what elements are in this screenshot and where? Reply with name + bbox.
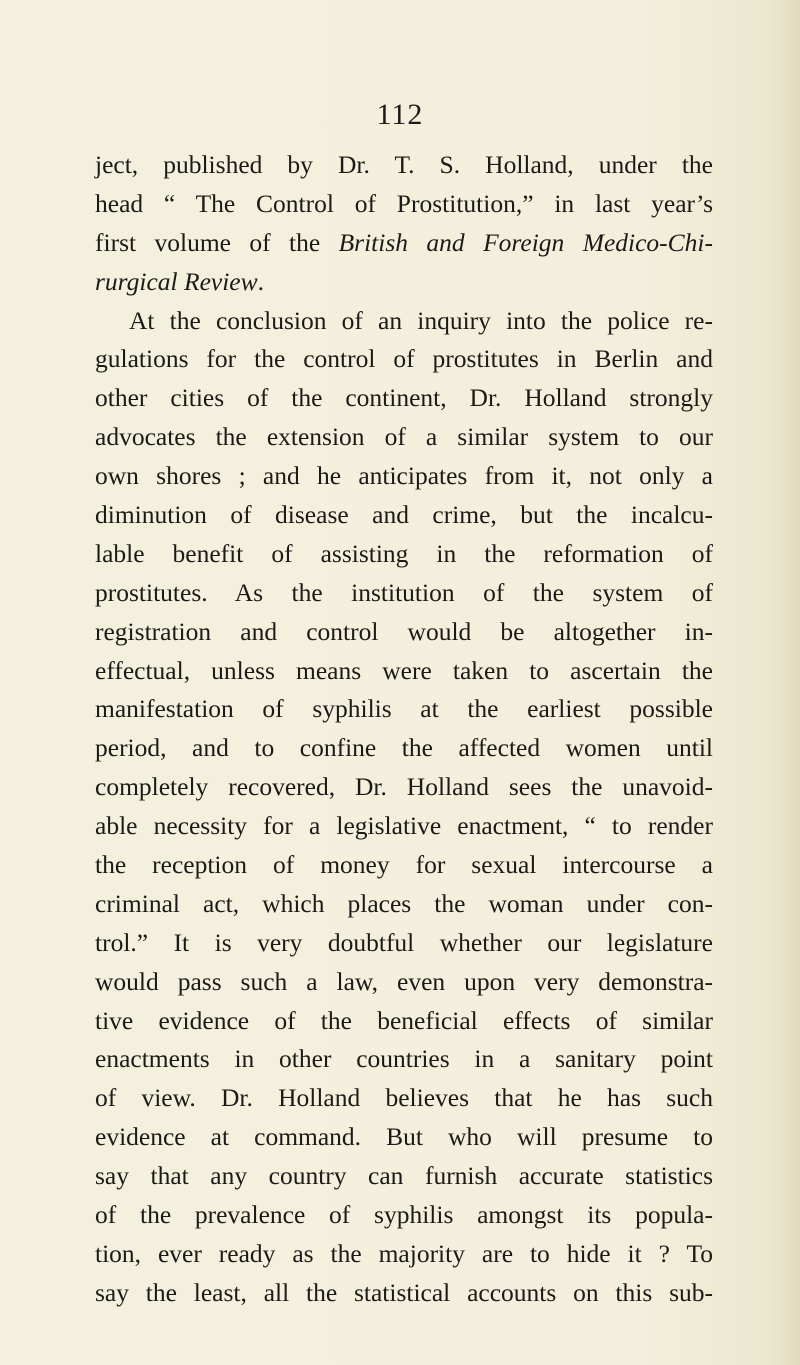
text-line bbox=[95, 1274, 713, 1313]
body-text bbox=[95, 146, 713, 1313]
text-line bbox=[95, 846, 713, 885]
text-run: say that any country can furnish accurate statistics bbox=[95, 1161, 713, 1191]
text-line bbox=[95, 379, 713, 418]
italic-text: British and Foreign Medico-Chi- bbox=[338, 227, 713, 257]
text-run: of the prevalence of syphilis amongst its popula- bbox=[95, 1200, 713, 1230]
text-run: of view. Dr. Holland believes that he has such bbox=[95, 1083, 713, 1113]
text-run: say the least, all the statistical accounts on this sub- bbox=[95, 1277, 713, 1307]
text-run: registration and control would be altogether in- bbox=[95, 616, 713, 646]
text-run: the reception of money for sexual intercourse a bbox=[95, 850, 713, 880]
text-line bbox=[95, 885, 713, 924]
text-run: enactments in other countries in a sanitary point bbox=[95, 1044, 713, 1074]
text-line bbox=[95, 185, 713, 224]
text-run: At the conclusion of an inquiry into the police re- bbox=[129, 305, 713, 335]
text-run: head “ The Control of Prostitution,” in last year’s bbox=[95, 188, 713, 218]
text-line bbox=[95, 535, 713, 574]
text-run: period, and to confine the affected women until bbox=[95, 733, 713, 763]
text-run: tion, ever ready as the majority are to hide it ? To bbox=[95, 1238, 713, 1268]
text-run: prostitutes. As the institution of the system of bbox=[95, 577, 713, 607]
text-line bbox=[95, 574, 713, 613]
text-run: trol.” It is very doubtful whether our legislature bbox=[95, 927, 713, 957]
text-run: manifestation of syphilis at the earliest possible bbox=[95, 694, 713, 724]
text-line bbox=[95, 729, 713, 768]
text-line bbox=[95, 963, 713, 1002]
page-number: 112 bbox=[376, 98, 424, 131]
text-line bbox=[95, 340, 713, 379]
text-line bbox=[95, 1002, 713, 1041]
text-run: gulations for the control of prostitutes in Berlin and bbox=[95, 344, 713, 374]
text-line bbox=[95, 924, 713, 963]
text-line bbox=[95, 768, 713, 807]
text-line bbox=[95, 690, 713, 729]
text-line bbox=[95, 146, 713, 185]
text-run: would pass such a law, even upon very demonstra- bbox=[95, 966, 713, 996]
text-line bbox=[95, 1040, 713, 1079]
text-run: criminal act, which places the woman under con- bbox=[95, 888, 713, 918]
text-run: tive evidence of the beneficial effects of similar bbox=[95, 1005, 713, 1035]
text-run: diminution of disease and crime, but the incalcu- bbox=[95, 500, 713, 530]
text-run: . bbox=[257, 266, 265, 296]
text-run: other cities of the continent, Dr. Holland strongly bbox=[95, 383, 713, 413]
text-line bbox=[95, 613, 713, 652]
text-line bbox=[95, 418, 713, 457]
text-run: effectual, unless means were taken to ascertain the bbox=[95, 655, 713, 685]
text-line bbox=[95, 224, 713, 263]
italic-text: rurgical Review bbox=[95, 266, 258, 296]
text-line bbox=[95, 652, 713, 691]
text-line bbox=[95, 807, 713, 846]
text-run: advocates the extension of a similar system to our bbox=[95, 422, 713, 452]
text-run: own shores ; and he anticipates from it, not only a bbox=[95, 461, 713, 491]
text-line bbox=[95, 1157, 713, 1196]
text-line bbox=[95, 1079, 713, 1118]
text-line bbox=[95, 1235, 713, 1274]
text-run: evidence at command. But who will presume to bbox=[95, 1122, 713, 1152]
text-run: ject, published by Dr. T. S. Holland, under the bbox=[95, 150, 713, 179]
text-run: able necessity for a legislative enactment, “ to render bbox=[95, 811, 713, 841]
text-run: first volume of the bbox=[95, 227, 339, 257]
text-line bbox=[95, 1196, 713, 1235]
text-line bbox=[95, 496, 713, 535]
text-run: completely recovered, Dr. Holland sees the unavoid- bbox=[95, 772, 713, 802]
text-run: lable benefit of assisting in the reformation of bbox=[95, 538, 713, 568]
text-line bbox=[95, 457, 713, 496]
text-line bbox=[95, 1118, 713, 1157]
text-line bbox=[95, 302, 713, 341]
text-line bbox=[95, 263, 713, 302]
